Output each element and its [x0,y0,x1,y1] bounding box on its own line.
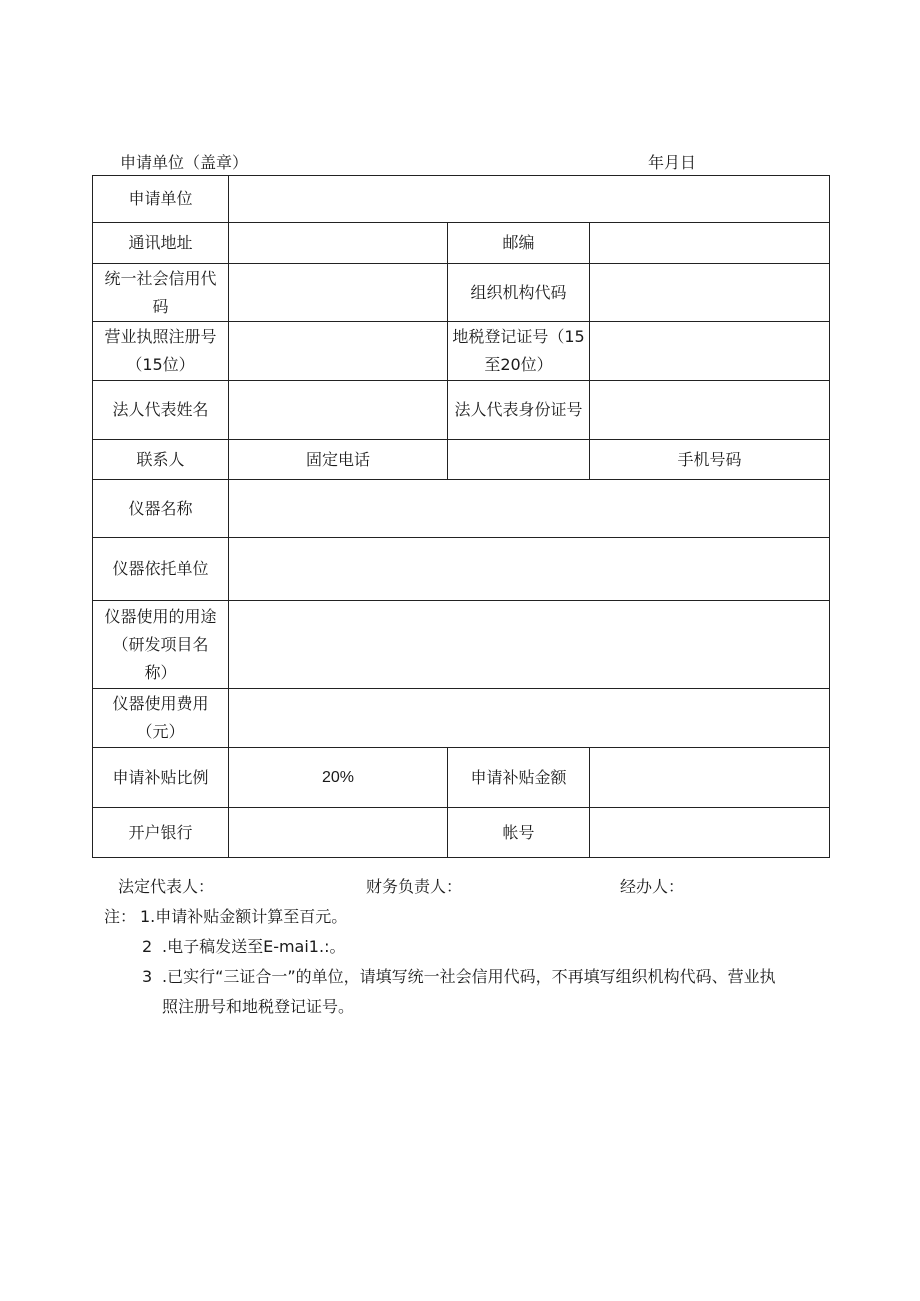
row-address [93,223,830,264]
input-postcode[interactable] [590,223,830,264]
signature-finance: 财务负责人： [366,877,463,896]
row-credit-code [93,264,830,322]
label-cost [93,689,229,748]
label-account: 帐号 [448,808,590,858]
input-host-unit[interactable] [229,538,830,601]
note-1-text: 1.申请补贴金额计算至百元。 [140,907,348,926]
label-host-unit: 仪器依托单位 [93,538,229,601]
label-legal-rep-name: 法人代表姓名 [93,381,229,440]
note-3-text-line2: 照注册号和地税登记证号。 [162,997,355,1016]
input-legal-rep-id[interactable] [590,381,830,440]
signature-legal-rep: 法定代表人： [118,877,215,896]
input-business-license[interactable] [229,322,448,381]
label-postcode: 邮编 [448,223,590,264]
note-3-continued [104,992,834,1022]
input-instrument-name[interactable] [229,480,830,538]
label-landline: 固定电话 [229,440,448,480]
row-purpose [93,601,830,689]
note-2 [104,932,834,962]
label-applicant-unit: 申请单位 [93,176,229,223]
value-subsidy-ratio[interactable]: 20% [229,748,448,808]
input-tax-reg[interactable] [590,322,830,381]
applicant-seal-label: 申请单位（盖章） [120,153,249,172]
input-org-code[interactable] [590,264,830,322]
signature-handler: 经办人： [620,877,685,896]
label-mobile: 手机号码 [590,440,830,480]
label-cost-line1: 仪器使用费用 [112,694,209,713]
row-instrument-name [93,480,830,538]
row-business-license [93,322,830,381]
date-label: 年月日 [648,153,697,172]
label-bank: 开户银行 [93,808,229,858]
label-instrument-name: 仪器名称 [93,480,229,538]
label-credit-code-line1: 统一社会信用代 [104,268,217,288]
label-purpose-line1: 仪器使用的用途 [104,606,217,626]
row-host-unit [93,538,830,601]
row-subsidy [93,748,830,808]
notes-section [104,902,834,1022]
input-address[interactable] [229,223,448,264]
label-tax-reg-line1: 地税登记证号（15 [452,327,585,346]
row-bank [93,808,830,858]
label-purpose [93,601,229,689]
label-tax-reg [448,322,590,381]
input-landline[interactable] [448,440,590,480]
input-bank[interactable] [229,808,448,858]
label-credit-code [93,264,229,322]
input-credit-code[interactable] [229,264,448,322]
note-3-number: 3 [142,967,153,986]
note-1 [104,902,834,932]
input-subsidy-amount[interactable] [590,748,830,808]
label-credit-code-line2: 码 [152,296,169,316]
row-cost [93,689,830,748]
note-2-text: .电子稿发送至E-mai1.:。 [162,937,346,956]
note-2-number: 2 [142,937,153,956]
row-legal-rep [93,381,830,440]
notes-label: 注： [104,907,137,926]
label-purpose-line3: 称） [144,662,177,682]
application-form-table [92,175,830,858]
note-3-text-line1: .已实行“三证合一”的单位，请填写统一社会信用代码，不再填写组织机构代码、营业执 [162,967,776,986]
input-purpose[interactable] [229,601,830,689]
input-legal-rep-name[interactable] [229,381,448,440]
label-business-license-line1: 营业执照注册号 [104,327,217,346]
input-applicant-unit[interactable] [229,176,830,223]
label-business-license [93,322,229,381]
label-cost-line2: （元） [136,722,185,741]
label-purpose-line2: （研发项目名 [112,634,209,654]
label-business-license-line2: （15位） [126,355,195,374]
label-legal-rep-id: 法人代表身份证号 [448,381,590,440]
label-subsidy-amount: 申请补贴金额 [448,748,590,808]
label-subsidy-ratio: 申请补贴比例 [93,748,229,808]
input-account[interactable] [590,808,830,858]
note-3 [104,962,834,992]
label-contact: 联系人 [93,440,229,480]
label-address: 通讯地址 [93,223,229,264]
row-contact [93,440,830,480]
row-applicant-unit [93,176,830,223]
label-org-code: 组织机构代码 [448,264,590,322]
label-tax-reg-line2: 至20位） [484,355,553,374]
input-cost[interactable] [229,689,830,748]
